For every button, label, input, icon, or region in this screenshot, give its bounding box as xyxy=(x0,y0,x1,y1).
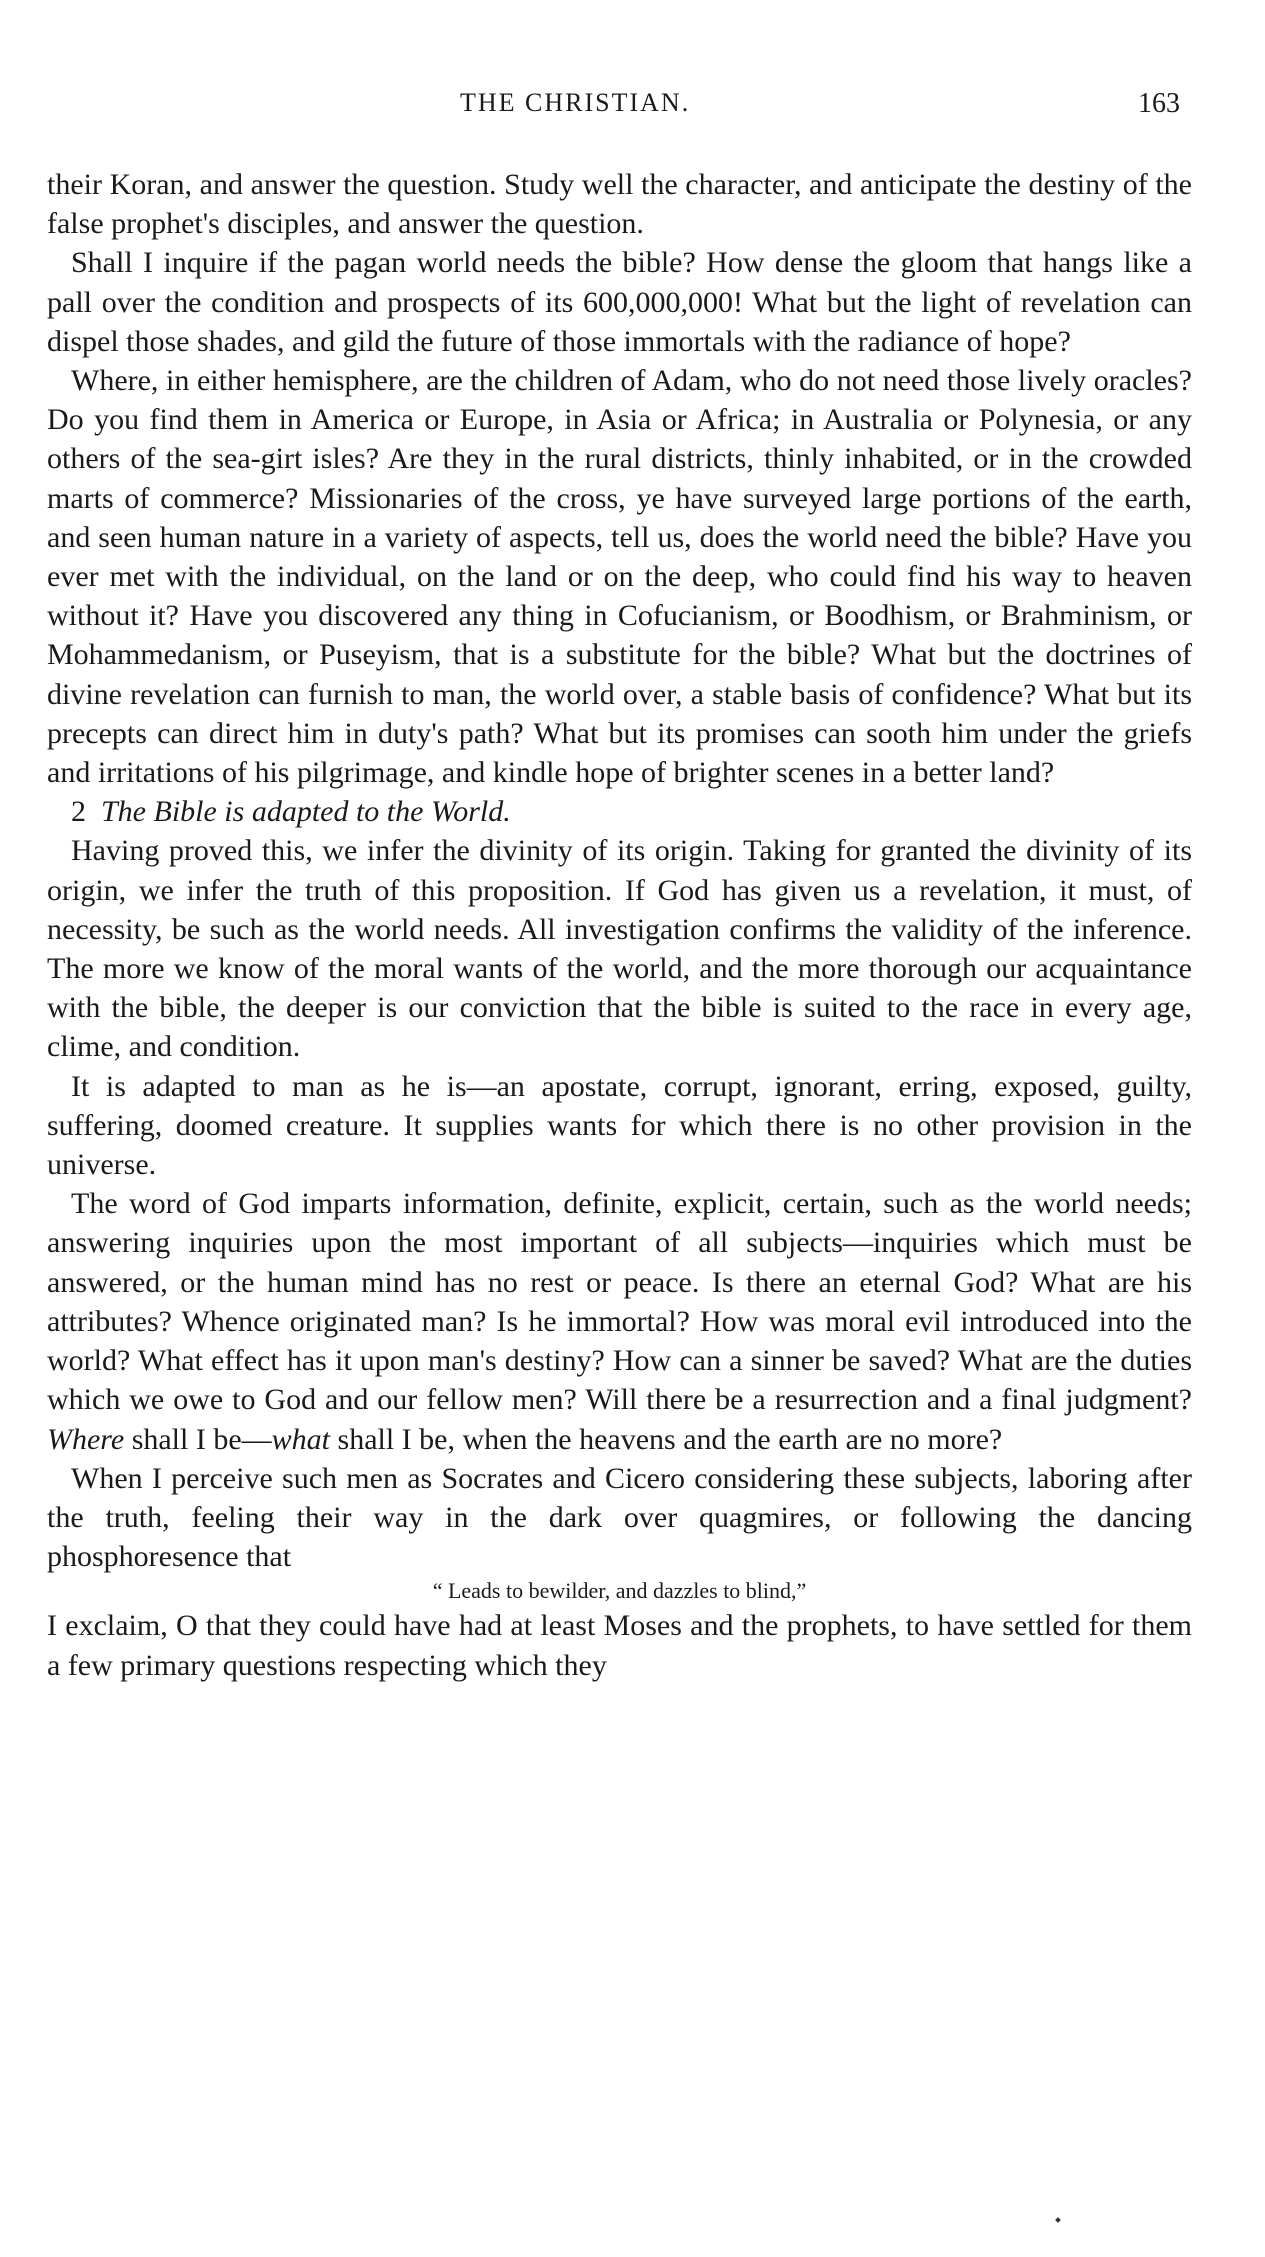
emphasis-where: Where xyxy=(47,1422,125,1456)
paragraph-adapted-to-man: It is adapted to man as he is—an apostate, corrupt, ignorant, erring, exposed, guilty, suffering, doomed creature. It supplies wants for which there is no other provision in the universe. xyxy=(47,1069,1192,1182)
emphasis-what: what xyxy=(271,1422,331,1456)
running-title: THE CHRISTIAN. xyxy=(460,88,691,117)
section-heading xyxy=(47,792,1192,831)
running-head xyxy=(0,88,1265,128)
paragraph-exclaim: I exclaim, O that they could have had at least Moses and the prophets, to have settled for them a few primary questions respecting which they xyxy=(47,1609,1192,1682)
stray-print-mark xyxy=(1055,2217,1061,2223)
paragraph-divinity: Having proved this, we infer the divinity of its origin. Taking for granted the divinity of its origin, we infer the truth of this proposition. If God has given us a revelation, it must, of necessity, be such as the world needs. All investigation confirms the validity of the inference. The more we know of the moral wants of the world, and the more thorough our acquaintance with the bible, the deeper is our conviction that the bible is suited to the race in every age, clime, and condition. xyxy=(47,834,1192,1064)
page-number: 163 xyxy=(1138,88,1180,119)
paragraph-socrates: When I perceive such men as Socrates and Cicero considering these subjects, laboring after the truth, feeling their way in the dark over quagmires, or following the dancing phosphoresence that xyxy=(47,1461,1192,1574)
section-number: 2 xyxy=(71,795,86,829)
questions-text: The word of God imparts information, definite, explicit, certain, such as the world needs; answering inquiries upon the most important of all subjects—inquiries which must be answered, or the human mind has no rest or peace. Is there an eternal God? What are his attributes? Whence originated man? Is he immortal? How was moral evil introduced into the world? What effect has it upon man's destiny? How can a sinner be saved? What are the duties which we owe to God and our fellow men? Will there be a resurrection and a final judgment? xyxy=(47,1187,1192,1417)
paragraph-koran: their Koran, and answer the question. Study well the character, and anticipate the destiny of the false prophet's disciples, and answer the question. xyxy=(47,168,1192,241)
paragraph-pagan-world: Shall I inquire if the pagan world needs the bible? How dense the gloom that hangs like a pall over the condition and prospects of its 600,000,000! What but the light of revelation can dispel those shades, and gild the future of those immortals with the radiance of hope? xyxy=(47,246,1192,358)
paragraph-children-of-adam: Where, in either hemisphere, are the children of Adam, who do not need those lively oracles? Do you find them in America or Europe, in Asia or Africa; in Australia or Polynesia, or any others of the sea-girt isles? Are they in the rural districts, thinly inhabited, or in the crowded marts of commerce? Missionaries of the cross, ye have surveyed large portions of the earth, and seen human nature in a variety of aspects, tell us, does the world need the bible? Have you ever met with the individual, on the land or on the deep, who could find his way to heaven without it? Have you discovered any thing in Cofucianism, or Boodhism, or Brahminism, or Mohammedanism, or Puseyism, that is a substitute for the bible? What but the doctrines of divine revelation can furnish to man, the world over, a stable basis of confidence? What but its precepts can direct him in duty's path? What but its promises can sooth him under the griefs and irritations of his pilgrimage, and kindle hope of brighter scenes in a better land? xyxy=(47,364,1192,790)
block-quote: “ Leads to bewilder, and dazzles to blind,” xyxy=(432,1578,807,1604)
paragraph-word-of-god xyxy=(47,1184,1192,1458)
body-text xyxy=(47,165,1192,1685)
questions-where-rest: shall I be— xyxy=(124,1422,272,1456)
section-title: The Bible is adapted to the World. xyxy=(101,795,511,829)
questions-what-rest: shall I be, when the heavens and the earth are no more? xyxy=(330,1422,1003,1456)
